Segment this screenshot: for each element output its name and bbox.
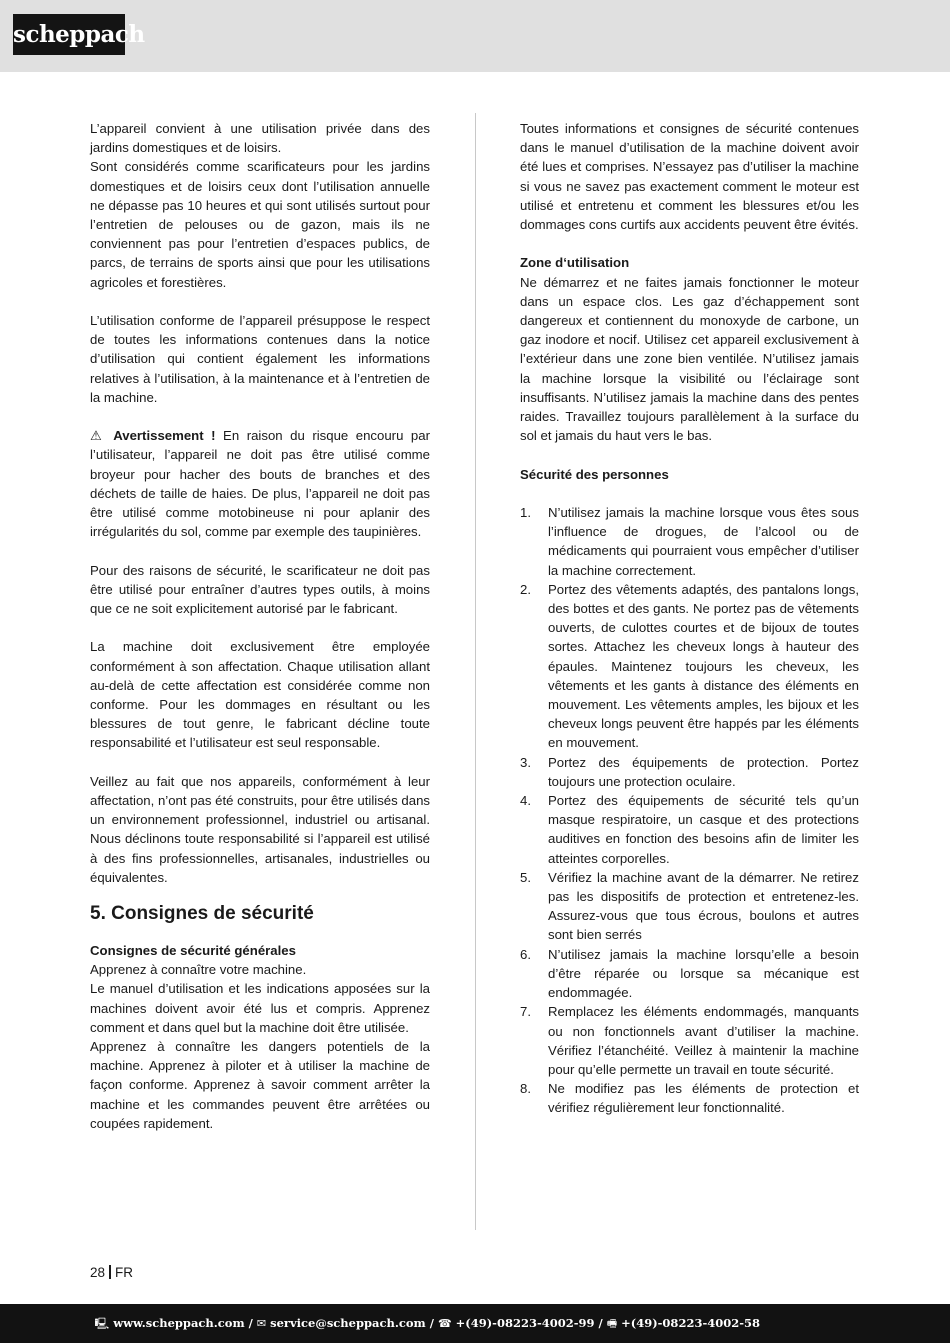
fax-number: +(49)-08223-4002-58 [621,1316,760,1330]
paragraph-all-information: Toutes informations et consignes de sécurité contenues dans le manuel d’utilisation de la machine doivent avoir été lues et comprises. N’essayez pas d’utiliser la machine si vous ne savez pas exactement comment le moteur est utilisé et entretenu et comment les blessures et/ou les dommages cons curtifs aux accidents peuvent être évités. [520,121,859,233]
page-number [90,1264,133,1282]
paragraph-safety-reasons: Pour des raisons de sécurité, le scarificateur ne doit pas être utilisé pour entraîner d’autres types outils, à moins que ce ne soit explicitement autorisé par le fabricant. [90,562,430,617]
paragraph-warning [90,426,430,541]
list-item-number: 8. [520,1081,531,1097]
paragraph-exclusive-use: La machine doit exclusivement être employée conformément à son affectation. Chaque utilisation allant au-delà de cette affectation est considérée comme non conforme. Pour les dommages en résultant ou les blessures de tout genre, le fabricant décline toute responsabilité et l’utilisateur est seul responsable. [90,639,430,751]
paragraph-professional-use: Veillez au fait que nos appareils, conformément à leur affectation, n’ont pas été construits, pour être utilisés dans un environnement professionnel, industriel ou artisanal. Nous déclinons toute responsabilité si l’appareil est utilisé à des fins professionnelles, artisanales, industrielles ou équivalentes. [90,773,430,885]
list-item [520,1079,859,1117]
section-title: 5. Consignes de sécurité [90,903,314,925]
personal-safety-list [520,503,859,1118]
phone-icon: ☎ [437,1317,452,1330]
list-item [520,945,859,1003]
paragraph-dangers: Apprenez à connaître les dangers potentiels de la machine. Apprenez à piloter et à utiliser la machine de façon conforme. Apprenez à savoir comment arrêter la machine et les commandes peuvent être arrêtées ou coupées rapidement. [90,1039,430,1131]
paragraph-read-manual: Le manuel d’utilisation et les indications apposées sur la machines doivent avoir été lus et compris. Apprenez comment et dans quel but la machine doit être utilisée. [90,981,430,1035]
separator: / [244,1316,257,1330]
warning-icon: ⚠ [90,428,106,444]
list-item-number: 5. [520,869,531,885]
list-item [520,580,859,753]
list-item-number: 3. [520,754,531,770]
warning-text: En raison du risque encouru par l’utilisateur, l’appareil ne doit pas être utilisé comme broyeur pour hacher des bouts de branches et des déchets de taille de haies. De plus, l’appareil ne doit pas être utilisé comme motobineuse ni pour aplanir des irrégularités du sol, comme par exemple des taupinières. [90,428,430,540]
column-divider [475,113,476,1230]
page-number-separator [109,1265,111,1279]
right-column [520,119,859,1118]
paragraph-intended-use: L’appareil convient à une utilisation privée dans des jardins domestiques et de loisirs. [90,121,430,156]
list-item-number: 2. [520,581,531,597]
list-item-number: 1. [520,505,531,521]
scheppach-logo: scheppach [13,14,125,55]
computer-icon: 🖳 [94,1317,110,1330]
language-code: FR [115,1265,134,1280]
email-link[interactable]: service@scheppach.com [270,1316,426,1330]
list-item [520,503,859,580]
list-item-number: 7. [520,1004,531,1020]
list-item-number: 4. [520,793,531,809]
list-item-text: Portez des vêtements adaptés, des pantalons longs, des bottes et des gants. Ne portez pas de vêtements ouverts, de culottes courtes et de bijoux de toutes sortes. Attachez les cheveux longs à hauteur des épaules. Maintenez toujours les cheveux, les vêtements et les gants à distance des éléments en mouvement. Les vêtements amples, les bijoux et les cheveux longs peuvent être happés par les éléments en mouvement. [548,581,859,751]
list-item [520,791,859,868]
list-item [520,1002,859,1079]
paragraph-zone: Ne démarrez et ne faites jamais fonctionner le moteur dans un espace clos. Les gaz d’échappement sont dangereux et contiennent du monoxyde de carbone, un gaz inodore et nocif. Utilisez cet appareil exclusivement à l’extérieur dans une zone bien ventilée. N’utilisez jamais la machine lorsque la visibilité ou l’éclairage sont insuffisants. N’utilisez jamais la machine dans des pentes raides. Travaillez toujours parallèlement à la surface du sol et jamais du haut vers le bas. [520,274,859,444]
paragraph-know-machine: Apprenez à connaître votre machine. [90,962,307,978]
heading-zone: Zone d‘utilisation [520,255,630,271]
page-header [0,0,950,72]
list-item-text: Vérifiez la machine avant de la démarrer. Ne retirez pas les dispositifs de protection et entretenez-les. Assurez-vous que tous écrous, boulons et autres sont bien serrés [548,869,859,943]
list-item [520,868,859,945]
list-item-text: N’utilisez jamais la machine lorsque vous êtes sous l’influence de drogues, de l’alcool ou de médicaments qui pourraient vous empêcher d’utiliser la machine correctement. [548,505,859,578]
list-item-text: Ne modifiez pas les éléments de protection et vérifiez régulièrement leur fonctionnalité. [548,1081,859,1116]
list-item-text: Remplacez les éléments endommagés, manquants ou non fonctionnels avant d’utiliser la machine. Vérifiez l’étanchéité. Veillez à maintenir la machine pour qu’elle permette un travail en toute sécurité. [548,1004,859,1077]
list-item-text: N’utilisez jamais la machine lorsqu’elle a besoin d’être réparée ou lorsque sa mécanique est endommagée. [548,946,859,1001]
phone-number: +(49)-08223-4002-99 [455,1316,595,1330]
page-number-value: 28 [90,1265,106,1280]
contact-bar [0,1304,950,1343]
list-item-text: Portez des équipements de protection. Portez toujours une protection oculaire. [548,754,859,789]
fax-icon: 🖷 [606,1317,618,1330]
list-item-text: Portez des équipements de sécurité tels qu’un masque respiratoire, un casque et des protections auditives en fonction des besoins afin de limiter les atteintes corporelles. [548,793,859,866]
list-item [520,753,859,791]
left-column [90,119,430,1133]
website-link[interactable]: www.scheppach.com [113,1316,245,1330]
separator: / [425,1316,438,1330]
list-item-number: 6. [520,946,531,962]
paragraph-scarifier-definition: Sont considérés comme scarificateurs pour les jardins domestiques et de loisirs ceux dont l’utilisation annuelle ne dépasse pas 10 heures et qui sont utilisés surtout pour l’entretien de pelouses ou de gazon, mais ils ne conviennent pas pour l’entretien d’espaces publics, de parcs, de terrains de sports ainsi que pour les utilisations agricoles et forestières. [90,159,430,290]
separator: / [594,1316,607,1330]
paragraph-conformity: L’utilisation conforme de l’appareil présuppose le respect de toutes les informations contenues dans la notice d’utilisation qui contient également les informations relatives à l’utilisation, à la maintenance et à l’entretien de la machine. [90,313,430,405]
heading-personal-safety: Sécurité des personnes [520,466,669,482]
mail-icon: ✉ [256,1317,267,1330]
warning-label: Avertissement ! [113,428,216,444]
subheading-general-safety: Consignes de sécurité générales [90,943,296,959]
